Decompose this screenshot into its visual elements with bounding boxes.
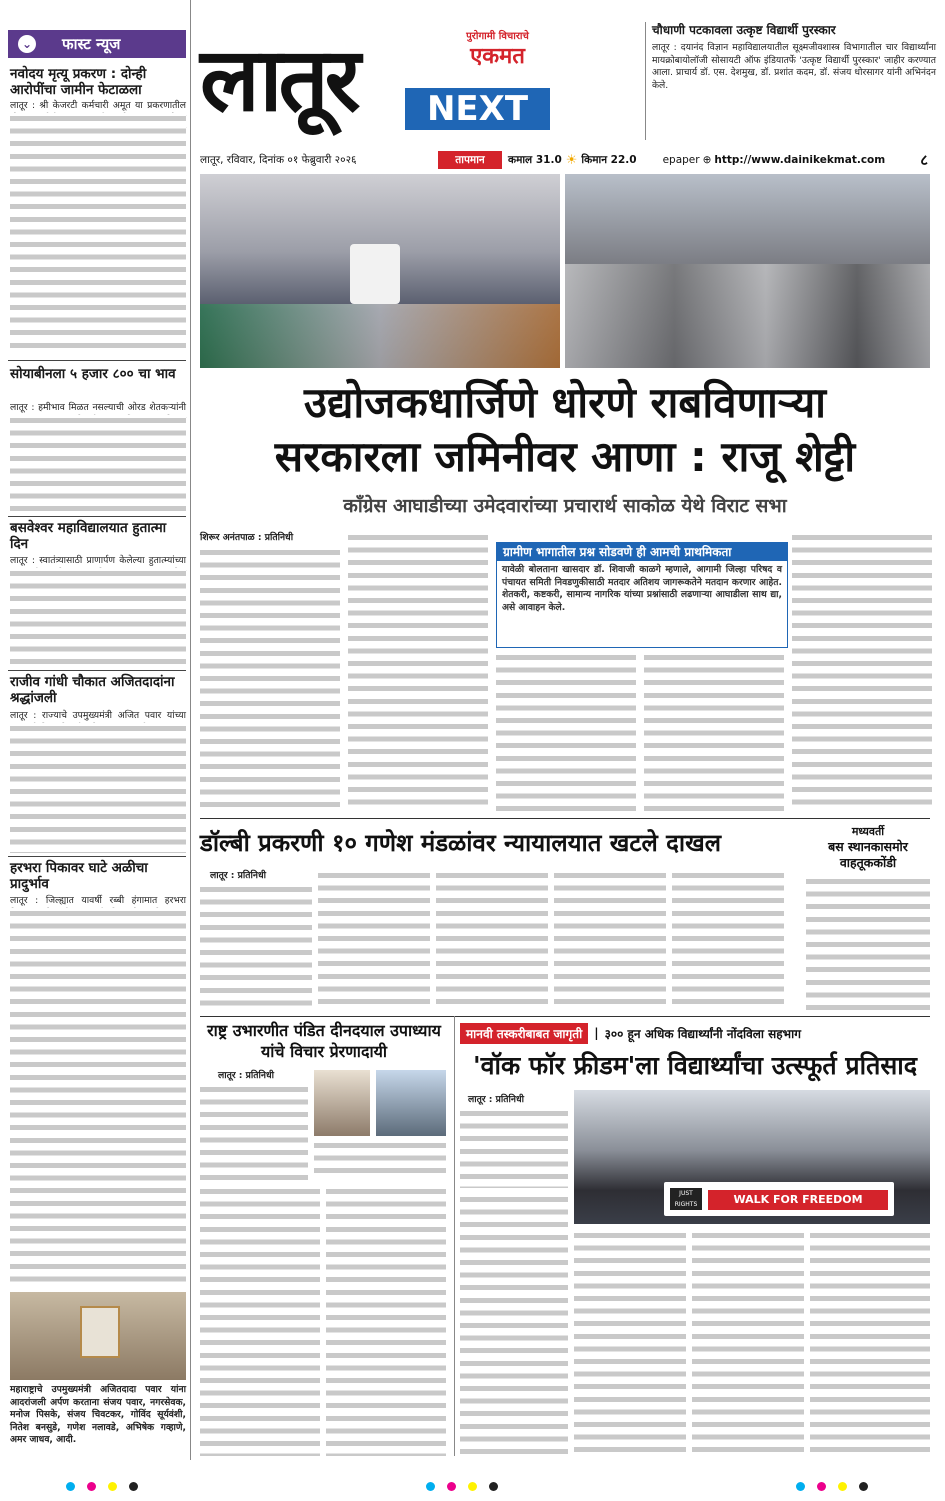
dolby-col-2: [318, 870, 430, 1010]
dolby-col-5: [672, 870, 784, 1010]
registration-marks-right: [790, 1476, 920, 1495]
tagline: पुरोगामी विचाराचे: [466, 31, 529, 42]
banner-poster: [350, 244, 400, 304]
date-bar: [200, 150, 928, 170]
side-kicker: मध्यवर्ती: [851, 825, 885, 838]
rally-crowd-photo: [565, 174, 930, 368]
stage-crowd: [200, 304, 560, 368]
page-number: ८: [920, 151, 928, 169]
sidebar-story-lead: लातूर : राज्याचे उपमुख्यमंत्री अजित पवार यांच्या: [10, 710, 186, 721]
sidebar-story-body: [10, 113, 186, 355]
brief-headline: चौधाणी पटकावला उत्कृष्ट विद्यार्थी पुरस्कार: [652, 23, 836, 37]
registration-marks-center: [420, 1476, 550, 1495]
bottom-left-col-1: [200, 1084, 308, 1180]
lead-byline: शिरूर अनंतपाळ : प्रतिनिधी: [200, 532, 294, 543]
photo-caption: महाराष्ट्राचे उपमुख्यमंत्री अजितदादा पवार यांना आदरांजली अर्पण करताना संजय पवार, नगरसेवक, मनोज पिसके, संजय चिवटकर, गोविंद सूर्यवंशी, नितेश बनसुडे, गणेश नलावडे, अभिषेक गव्हाणे, अमर जाधव, आदी.: [10, 1384, 186, 1446]
website-link[interactable]: http://www.dainikekmat.com: [714, 154, 886, 166]
walk-col-4: [810, 1230, 930, 1456]
lead-column-4: [644, 652, 784, 812]
bottom-left-byline: लातूर : प्रतिनिधी: [218, 1070, 275, 1081]
lead-column-3: [496, 652, 636, 812]
sidebar-story-lead: लातूर : हमीभाव मिळत नसल्याची ओरड शेतकऱ्यांनी: [10, 402, 186, 413]
crowd: [565, 264, 930, 368]
divider: [8, 856, 186, 857]
side-story-header: [806, 824, 930, 872]
walk-rally-photo: [574, 1090, 930, 1224]
walk-col-3: [692, 1230, 804, 1456]
lead-headline-line-2: सरकारला जमिनीवर आणा : राजू शेट्टी: [274, 432, 856, 481]
divider: [454, 1016, 455, 1456]
tribute-photo: [10, 1292, 186, 1380]
kicker-label: मानवी तस्करीबाबत जागृती: [460, 1023, 588, 1044]
divider: [200, 1016, 930, 1017]
side-headline: बस स्थानकासमोर वाहतूककोंडी: [828, 839, 908, 870]
kicker-text: ३०० हून अधिक विद्यार्थ्यांनी नोंदविला सहभाग: [604, 1026, 801, 1041]
divider: [200, 818, 930, 819]
highlight-title: ग्रामीण भागातील प्रश्न सोडवणे ही आमची प्राथमिकता: [497, 543, 787, 561]
dolby-byline: लातूर : प्रतिनिधी: [210, 870, 267, 881]
sun-icon: ☀: [565, 152, 578, 168]
epaper-label: epaper: [662, 154, 700, 166]
rally-stage-photo: [200, 174, 560, 368]
sidebar-story-body: [10, 568, 186, 668]
sidebar-headline: बसवेश्वर महाविद्यालयात हुतात्मा दिन: [10, 520, 167, 552]
lead-column-5: [792, 532, 932, 812]
walk-col-1b: [460, 1194, 568, 1456]
highlight-text: यावेळी बोलताना खासदार डॉ. शिवाजी काळगे म्हणाले, आगामी जिल्हा परिषद व पंचायत समिती निवडणुकीसाठी मतदार अतिशय जागरूकतेने मतदान करणार आहेत. शेतकरी, कष्टकरी, सामान्य नागरिक यांच्या प्रश्नांसाठी लढणाऱ्या आघाडीला साथ द्या, असे आवाहन केले.: [502, 564, 782, 613]
temp-label: तापमान: [438, 151, 502, 169]
side-story-body: [806, 876, 930, 1010]
portrait-frame: [80, 1306, 120, 1358]
walk-kicker: [460, 1022, 930, 1044]
lead-column-2: [348, 532, 488, 812]
sidebar-story-body: [10, 723, 186, 853]
sidebar-headline: सोयाबीनला ५ हजार ८०० चा भाव: [10, 366, 176, 382]
registration-marks-left: [60, 1476, 190, 1495]
event-photo: [376, 1070, 446, 1136]
lead-headline-line-1: उद्योजकधार्जिणे धोरणे राबविणाऱ्या: [303, 378, 827, 427]
sidebar-story-lead: लातूर : श्री केजरटी कर्मचारी अमूत या प्रकरणातील: [10, 100, 186, 111]
dolby-col-3: [436, 870, 548, 1010]
highlight-box: [496, 542, 788, 648]
sidebar-headline: हरभरा पिकावर घाटे अळीचा प्रादुर्भाव: [10, 860, 148, 892]
sidebar-headline: नवोदय मृत्यू प्रकरण : दोन्ही आरोपींचा जामीन फेटाळला: [10, 66, 147, 98]
temp-max: कमाल 31.0: [508, 154, 562, 166]
banner-logo: JUST RIGHTS: [670, 1188, 702, 1210]
lead-column-1: [200, 547, 340, 812]
dolby-col-4: [554, 870, 666, 1010]
dolby-headline: डॉल्बी प्रकरणी १० गणेश मंडळांवर न्यायालयात खटले दाखल: [200, 829, 722, 857]
bottom-left-col-4: [326, 1186, 446, 1456]
walk-col-2: [574, 1230, 686, 1456]
fast-news-title: फास्ट न्यूज: [62, 35, 121, 53]
bottom-left-col-3: [200, 1186, 320, 1456]
sidebar-headline: राजीव गांधी चौकात अजितदादांना श्रद्धांजली: [10, 674, 175, 706]
lead-subhead: काँग्रेस आघाडीच्या उमेदवारांच्या प्रचारार्थ साकोळ येथे विराट सभा: [343, 495, 787, 517]
sidebar-story-lead: लातूर : जिल्ह्यात यावर्षी रब्बी हंगामात हरभरा: [10, 895, 186, 906]
walk-byline: लातूर : प्रतिनिधी: [468, 1094, 525, 1105]
dolby-col-1: [200, 884, 312, 1010]
globe-icon: ⊕: [702, 154, 712, 166]
speaker-portrait: [314, 1070, 370, 1136]
sidebar-story-body: [10, 908, 186, 1288]
sidebar-story-body: [10, 415, 186, 515]
bottom-left-col-2a: [314, 1140, 446, 1180]
masthead-logo: लातूर: [200, 28, 357, 131]
brand-name: एकमत: [470, 44, 525, 69]
divider: [8, 670, 186, 671]
bottom-left-headline: राष्ट्र उभारणीत पंडित दीनदयाल उपाध्याय यांचे विचार प्रेरणादायी: [207, 1021, 441, 1061]
walk-col-1a: [460, 1108, 568, 1188]
walk-banner: [664, 1182, 894, 1216]
brief-text: लातूर : दयानंद विज्ञान महाविद्यालयातील सूक्ष्मजीवशास्त्र विभागातील चार विद्यार्थ्यांना मायक्रोबायोलॉजी सोसायटी ऑफ इंडियातर्फे 'उत्कृष्ट विद्यार्थी पुरस्कार' जाहीर करण्यात आला. प्राचार्य डॉ. एस. देशमुख, डॉ. प्रशांत कदम, डॉ. संजय धोरसागर यांनी अभिनंदन केले.: [652, 42, 936, 91]
chevron-down-icon: ⌄: [18, 35, 36, 53]
brand-block: [440, 30, 555, 75]
fast-news-header: [8, 30, 186, 58]
divider: [8, 516, 186, 517]
next-logo: NEXT: [405, 88, 550, 130]
divider: [8, 360, 186, 361]
date-line: लातूर, रविवार, दिनांक ०१ फेब्रुवारी २०२६: [200, 154, 357, 166]
banner-text: WALK FOR FREEDOM: [708, 1190, 888, 1210]
walk-headline: 'वॉक फॉर फ्रीडम'ला विद्यार्थ्यांचा उत्स्फूर्त प्रतिसाद: [472, 1051, 917, 1080]
separator: |: [594, 1026, 599, 1040]
sidebar-story-lead: लातूर : स्वातंत्र्यासाठी प्राणार्पण केलेल्या हुतात्म्यांच्या: [10, 555, 186, 566]
brief-box: [645, 22, 936, 140]
temp-min: किमान 22.0: [581, 154, 637, 166]
